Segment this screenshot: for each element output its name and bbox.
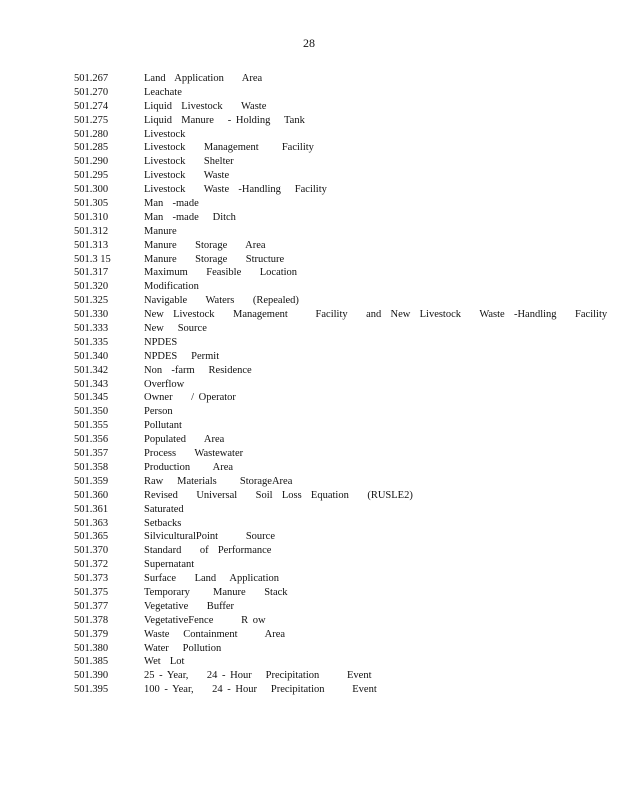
section-number: 501.342: [74, 364, 109, 376]
defined-term: Leachate: [144, 86, 182, 98]
section-number: 501.330: [74, 309, 109, 321]
defined-term: Livestock Waste: [144, 170, 230, 182]
section-number: 501.350: [74, 406, 109, 418]
section-number: 501.359: [74, 475, 109, 487]
defined-term: Saturated: [144, 503, 184, 515]
section-number: 501.3 15: [74, 253, 111, 265]
section-number: 501.343: [74, 378, 109, 390]
section-number: 501.290: [74, 156, 109, 168]
section-number: 501.373: [74, 573, 109, 585]
defined-term: Raw Materials StorageArea: [144, 475, 293, 487]
list-item: [74, 364, 594, 378]
defined-term: Non -farm Residence: [144, 364, 252, 376]
defined-term: Liquid Manure - Holding Tank: [144, 114, 305, 126]
list-item: [74, 86, 594, 100]
defined-term: New Source: [144, 323, 207, 335]
list-item: [74, 100, 594, 114]
list-item: [74, 280, 594, 294]
defined-term: Navigable Waters (Repealed): [144, 295, 299, 307]
list-item: [74, 72, 594, 86]
list-item: [74, 517, 594, 531]
section-number: 501.390: [74, 670, 109, 682]
list-item: [74, 211, 594, 225]
section-number: 501.395: [74, 684, 109, 696]
section-number: 501.385: [74, 656, 109, 668]
defined-term: Overflow: [144, 378, 185, 390]
defined-term: Water Pollution: [144, 642, 222, 654]
list-item: [74, 489, 594, 503]
defined-term: NPDES Permit: [144, 350, 220, 362]
defined-term: Man -made: [144, 198, 199, 210]
section-number: 501.325: [74, 295, 109, 307]
list-item: [74, 253, 594, 267]
list-item: [74, 642, 594, 656]
defined-term: Populated Area: [144, 434, 225, 446]
defined-term: Process Wastewater: [144, 448, 244, 460]
defined-term: Man -made Ditch: [144, 211, 236, 223]
list-item: [74, 461, 594, 475]
section-number: 501.370: [74, 545, 109, 557]
defined-term: Livestock Shelter: [144, 156, 234, 168]
section-number: 501.335: [74, 336, 109, 348]
section-number: 501.356: [74, 434, 109, 446]
defined-term: Surface Land Application: [144, 573, 280, 585]
list-item: [74, 308, 608, 322]
section-number: 501.363: [74, 517, 109, 529]
section-number: 501.274: [74, 100, 109, 112]
list-item: [74, 350, 594, 364]
defined-term: Standard of Performance: [144, 545, 272, 557]
list-item: [74, 141, 594, 155]
defined-term: Livestock: [144, 128, 186, 140]
list-item: [74, 336, 594, 350]
list-item: [74, 503, 594, 517]
defined-term: Manure Storage Structure: [144, 253, 285, 265]
defined-term: Setbacks: [144, 517, 182, 529]
defined-term: Supernatant: [144, 559, 195, 571]
section-number: 501.372: [74, 559, 109, 571]
definitions-index-list: [74, 72, 608, 697]
list-item: [74, 544, 594, 558]
list-item: [74, 322, 594, 336]
list-item: [74, 294, 594, 308]
list-item: [74, 266, 594, 280]
section-number: 501.320: [74, 281, 109, 293]
defined-term: Production Area: [144, 461, 234, 473]
list-item: [74, 155, 594, 169]
defined-term: Liquid Livestock Waste: [144, 100, 267, 112]
defined-term: New Livestock Management Facility and New Livestock Waste -Handling Facility: [144, 309, 608, 321]
section-number: 501.377: [74, 600, 109, 612]
section-number: 501.361: [74, 503, 109, 515]
defined-term: Wet Lot: [144, 656, 185, 668]
defined-term: Temporary Manure Stack: [144, 586, 288, 598]
defined-term: Vegetative Buffer: [144, 600, 235, 612]
list-item: [74, 447, 594, 461]
section-number: 501.295: [74, 170, 109, 182]
section-number: 501.310: [74, 211, 109, 223]
section-number: 501.313: [74, 239, 109, 251]
defined-term: Owner / Operator: [144, 392, 236, 404]
defined-term: Livestock Management Facility: [144, 142, 314, 154]
defined-term: Waste Containment Area: [144, 628, 286, 640]
list-item: [74, 169, 594, 183]
defined-term: Pollutant: [144, 420, 182, 432]
section-number: 501.380: [74, 642, 109, 654]
section-number: 501.275: [74, 114, 109, 126]
list-item: [74, 378, 594, 392]
section-number: 501.300: [74, 184, 109, 196]
list-item: [74, 572, 594, 586]
defined-term: NPDES: [144, 336, 178, 348]
defined-term: 25 - Year, 24 - Hour Precipitation Event: [144, 670, 372, 682]
list-item: [74, 225, 594, 239]
list-item: [74, 475, 594, 489]
list-item: [74, 433, 594, 447]
list-item: [74, 419, 594, 433]
section-number: 501.285: [74, 142, 109, 154]
section-number: 501.340: [74, 350, 109, 362]
list-item: [74, 669, 594, 683]
section-number: 501.375: [74, 586, 109, 598]
section-number: 501.317: [74, 267, 109, 279]
list-item: [74, 614, 594, 628]
list-item: [74, 405, 594, 419]
list-item: [74, 197, 594, 211]
section-number: 501.280: [74, 128, 109, 140]
section-number: 501.333: [74, 323, 109, 335]
list-item: [74, 128, 594, 142]
defined-term: Manure: [144, 225, 177, 237]
section-number: 501.305: [74, 198, 109, 210]
section-number: 501.360: [74, 489, 109, 501]
list-item: [74, 586, 594, 600]
list-item: [74, 558, 594, 572]
section-number: 501.270: [74, 86, 109, 98]
defined-term: VegetativeFence R ow: [144, 614, 266, 626]
list-item: [74, 530, 594, 544]
defined-term: SilviculturalPoint Source: [144, 531, 275, 543]
section-number: 501.379: [74, 628, 109, 640]
defined-term: Modification: [144, 281, 199, 293]
list-item: [74, 183, 594, 197]
section-number: 501.267: [74, 73, 109, 84]
section-number: 501.312: [74, 225, 109, 237]
defined-term: 100 - Year, 24 - Hour Precipitation Event: [144, 684, 377, 696]
defined-term: Land Application Area: [144, 73, 263, 84]
defined-term: Maximum Feasible Location: [144, 267, 298, 279]
defined-term: Revised Universal Soil Loss Equation (RUSLE2): [144, 489, 413, 501]
list-item: [74, 655, 594, 669]
list-item: [74, 628, 594, 642]
list-item: [74, 114, 594, 128]
defined-term: Manure Storage Area: [144, 239, 266, 251]
section-number: 501.358: [74, 461, 109, 473]
list-item: [74, 391, 594, 405]
list-item: [74, 239, 594, 253]
section-number: 501.365: [74, 531, 109, 543]
section-number: 501.357: [74, 448, 109, 460]
list-item: [74, 683, 594, 697]
defined-term: Livestock Waste -Handling Facility: [144, 184, 327, 196]
defined-term: Person: [144, 406, 173, 418]
section-number: 501.355: [74, 420, 109, 432]
section-number: 501.378: [74, 614, 109, 626]
page-number: 28: [303, 36, 315, 50]
list-item: [74, 600, 594, 614]
section-number: 501.345: [74, 392, 109, 404]
